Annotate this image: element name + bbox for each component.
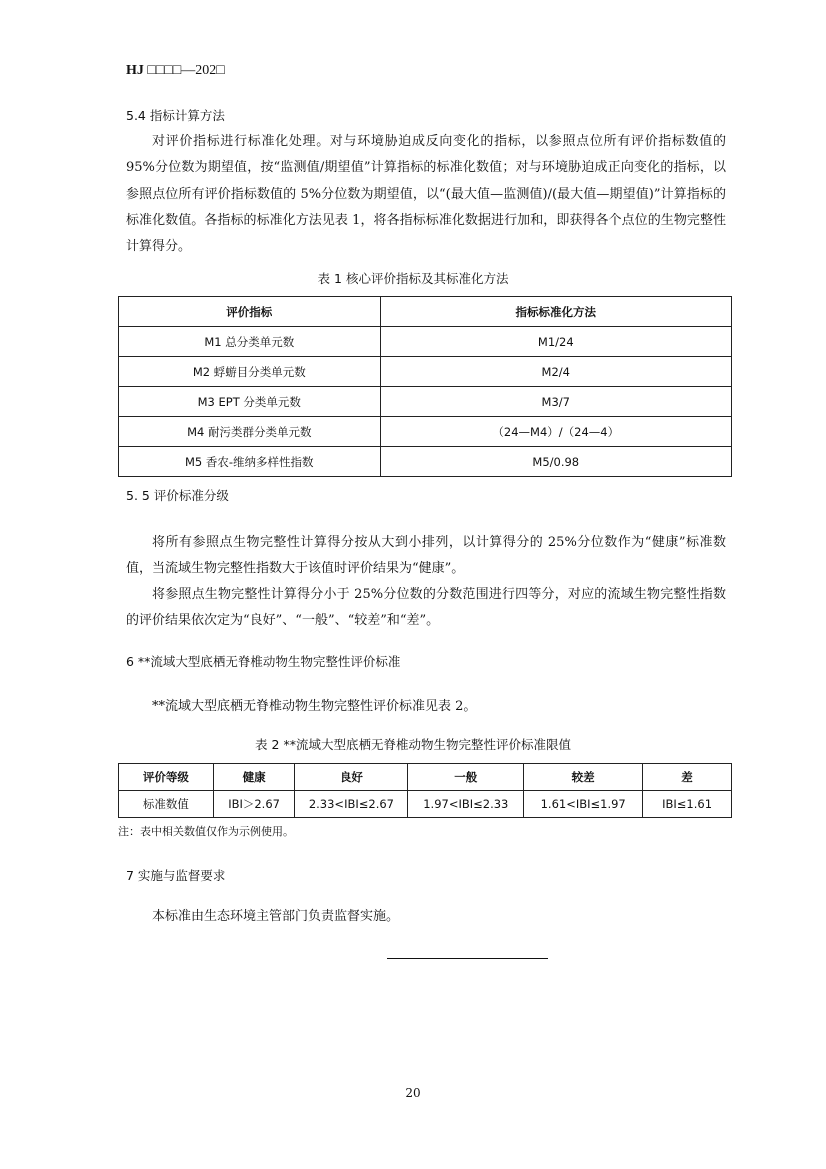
column-header: 差 <box>643 764 732 791</box>
table-note: 注：表中相关数值仅作为示例使用。 <box>118 825 294 838</box>
indicator-method: M3/7 <box>380 387 731 417</box>
standard-prefix: HJ <box>126 63 144 78</box>
column-header: 良好 <box>295 764 408 791</box>
end-rule <box>387 958 548 959</box>
indicator-name: M3 EPT 分类单元数 <box>119 387 381 417</box>
threshold-cell: 1.97<IBI≤2.33 <box>408 791 524 818</box>
column-header: 健康 <box>213 764 295 791</box>
indicator-method: （24—M4）/（24—4） <box>380 417 731 447</box>
table-row <box>119 357 732 387</box>
standard-code: □□□□—202□ <box>147 63 225 78</box>
column-header: 评价指标 <box>119 297 381 327</box>
table-row <box>119 387 732 417</box>
section-6-title: 6 **流域大型底栖无脊椎动物生物完整性评价标准 <box>126 654 401 669</box>
section-7-body: 本标准由生态环境主管部门负责监督实施。 <box>152 909 400 924</box>
table-header-row <box>119 764 732 791</box>
indicator-name: M4 耐污类群分类单元数 <box>119 417 381 447</box>
indicator-method: M5/0.98 <box>380 447 731 477</box>
indicator-method: M2/4 <box>380 357 731 387</box>
table-row <box>119 327 732 357</box>
threshold-cell: 2.33<IBI≤2.67 <box>295 791 408 818</box>
indicator-name: M5 香农-维纳多样性指数 <box>119 447 381 477</box>
page-number: 20 <box>405 1086 421 1100</box>
section-5-4-body: 对评价指标进行标准化处理。对与环境胁迫成反向变化的指标，以参照点位所有评价指标数值的 95%分位数为期望值，按“监测值/期望值”计算指标的标准化数值；对与环境胁迫成正向变化的指标，以参照点位所有评价指标数值的 5%分位数为期望值，以“(最大值—监测值)/(最大值—期望值)”计算指标的标准化数值。各指标的标准化方法见表 1，将各指标标准化数据进行加和，即获得各个点位的生物完整性计算得分。 <box>126 134 726 255</box>
indicator-method: M1/24 <box>380 327 731 357</box>
indicator-name: M1 总分类单元数 <box>119 327 381 357</box>
indicator-name: M2 蜉蝣目分类单元数 <box>119 357 381 387</box>
section-5-5-para-1: 将所有参照点生物完整性计算得分按从大到小排列，以计算得分的 25%分位数作为“健康”标准数值，当流域生物完整性指数大于该值时评价结果为“健康”。 <box>126 535 726 577</box>
threshold-cell: 1.61<IBI≤1.97 <box>524 791 643 818</box>
table2-caption: 表 2 **流域大型底栖无脊椎动物生物完整性评价标准限值 <box>255 737 571 752</box>
table-row <box>119 417 732 447</box>
table-header-row <box>119 297 732 327</box>
row-label: 标准数值 <box>119 791 214 818</box>
threshold-cell: IBI≤1.61 <box>643 791 732 818</box>
table-row <box>119 791 732 818</box>
table1-caption: 表 1 核心评价指标及其标准化方法 <box>317 271 509 286</box>
table-row <box>119 447 732 477</box>
section-6-body: **流域大型底栖无脊椎动物生物完整性评价标准见表 2。 <box>152 699 477 714</box>
column-header: 评价等级 <box>119 764 214 791</box>
document-header <box>126 63 225 79</box>
column-header: 一般 <box>408 764 524 791</box>
column-header: 指标标准化方法 <box>380 297 731 327</box>
grading-table <box>118 763 732 818</box>
section-5-4-title: 5.4 指标计算方法 <box>126 108 225 123</box>
section-7-title: 7 实施与监督要求 <box>126 868 226 883</box>
column-header: 较差 <box>524 764 643 791</box>
section-5-5-para-2: 将参照点生物完整性计算得分小于 25%分位数的分数范围进行四等分，对应的流域生物完整性指数的评价结果依次定为“良好”、“一般”、“较差”和“差”。 <box>126 587 726 629</box>
indicator-table <box>118 296 732 477</box>
section-5-5-title: 5. 5 评价标准分级 <box>126 488 229 503</box>
threshold-cell: IBI＞2.67 <box>213 791 295 818</box>
